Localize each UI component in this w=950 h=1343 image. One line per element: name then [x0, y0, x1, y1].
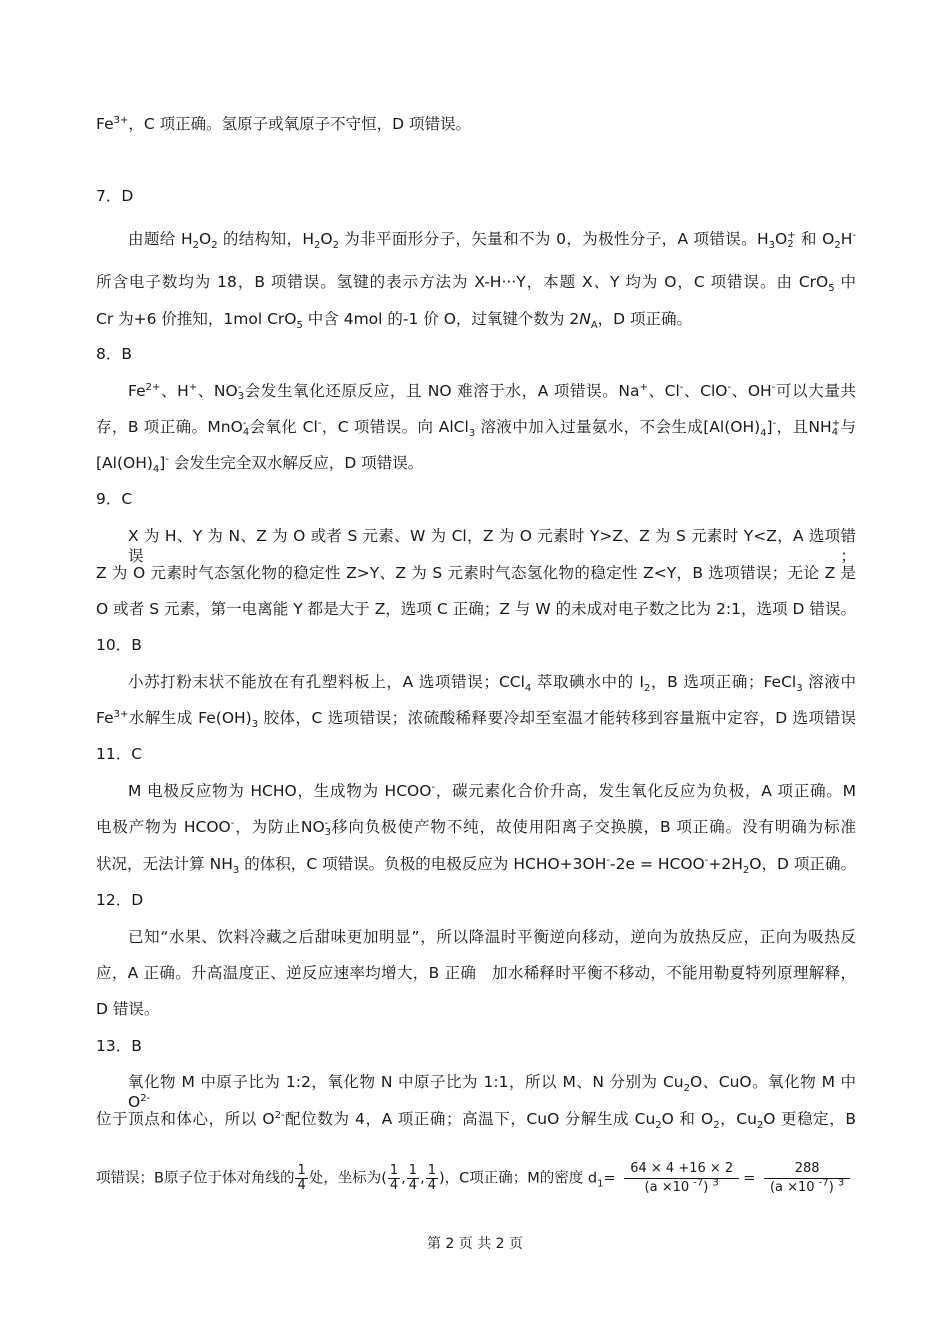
density-fraction-1: $\frac{64 \times 4 +16 \times 2}{(a \times 10 ^{-7}) ^3}$	[624, 1160, 739, 1197]
answer-11: 11．C	[96, 745, 143, 763]
answer-12: 12．D	[96, 891, 144, 909]
explain-8-line3: $[Al(OH)_4]^-$ 会发生完全双水解反应，D 项错误。	[96, 453, 424, 476]
explain-11-line2: 电极产物为 HCOO-，为防止NO - 3 移向负极使产物不纯，故使用阳离子交换膜，B 项正确。没有明确为标准	[96, 817, 856, 838]
answer-9: 9．C	[96, 490, 133, 508]
page-footer: 第 2 页 共 2 页	[426, 1236, 524, 1252]
explain-8-line2: 存，B 项正确。MnO - 4 会氧化 Cl-，C 项错误。向 AlCl$_3$ 溶液中加入过量氨水，不会生成$[Al(OH)_4]^-$，且NH + 4 与	[96, 417, 856, 440]
explain-12-line3: D 错误。	[96, 1000, 160, 1018]
explain-11-line3: 状况，无法计算 $NH_3$ 的体积，C 项错误。负极的电极反应为 HCHO+3OH--2e = $HCOO^-+2H_2O$，D 项正确。	[96, 854, 856, 877]
explain-11-line1: M 电极反应物为 HCHO，生成物为 HCOO-，碳元素化合价升高，发生氧化反应为负极，A 项正确。M	[128, 781, 856, 800]
explain-7-line2: 所含电子数均为 18，B 项错误。氢键的表示方法为 X-H···Y，本题 X、Y 均为 O，C 项错误。由 CrO$_5$ 中	[96, 273, 856, 295]
answer-8: 8．B	[96, 345, 132, 363]
explain-9-line3: O 或者 S 元素，第一电离能 Y 都是大于 Z，选项 C 正确；Z 与 W 的未成对电子数之比为 2:1，选项 D 错误。	[96, 600, 856, 618]
explain-7-line3: Cr 为+6 价推知，1mol CrO$_5$ 中含 4mol 的-1 价 O，过氧键个数为 $2N_A$，D 项正确。	[96, 310, 693, 332]
explain-8-line1: $Fe^{2+}$、H+、NO - 3 会发生氧化还原反应，且 NO 难溶于水，A 项错误。Na+、Cl-、ClO-、OH-可以大量共	[128, 381, 856, 402]
explain-13-line3: 项错误；B原子位于体对角线的 $\frac{1}{4}$ 处，坐标为( $\frac{1}{4}$ , $\frac{1}{4}$ , $\frac{1}{4}$ )，C项正确；M的密度 $d_1=$ $\frac{64 \times 4 +16 \times 2}{(a \times 10 ^{-7}) ^3}$ = $\frac{288}{(a \times 10 ^{-7}) ^3}$	[96, 1160, 854, 1197]
explain-10-line2: $Fe^{3+}$水解生成 $Fe(OH)_3$ 胶体，C 选项错误；浓硫酸稀释要冷却至室温才能转移到容量瓶中定容，D 选项错误	[96, 708, 856, 731]
answer-10: 10．B	[96, 636, 142, 654]
explain-10-line1: 小苏打粉末状不能放在有孔塑料板上，A 选项错误；CCl$_4$ 萃取碘水中的 $I_2$，B 选项正确；FeCl$_3$ 溶液中	[128, 673, 856, 695]
explain-12-line2: 应，A 正确。升高温度正、逆反应速率均增大，B 正确 加水稀释时平衡不移动，不能用勒夏特列原理解释，	[96, 964, 856, 982]
explain-13-line1: 氧化物 M 中原子比为 1:2，氧化物 N 中原子比为 1:1，所以 M、N 分别为 $Cu_2O$、CuO。氧化物 M 中 $O^{2-}$	[128, 1073, 856, 1111]
explain-13-line2: 位于顶点和体心，所以 $O^{2-}$配位数为 4，A 项正确；高温下，CuO 分解生成 $Cu_2O$ 和 $O_2$，$Cu_2O$ 更稳定，B	[96, 1109, 856, 1132]
paragraph-p0: $Fe^{3+}$，C 项正确。氢原子或氧原子不守恒，D 项错误。	[96, 114, 471, 133]
explain-9-line1: X 为 H、Y 为 N、Z 为 O 或者 S 元素、W 为 Cl，Z 为 O 元素时 Y>Z、Z 为 S 元素时 Y<Z，A 选项错误；	[128, 527, 856, 565]
explain-7-line1: 由题给 $H_2O_2$ 的结构知，$H_2O_2$ 为非平面形分子，矢量和不为 0，为极性分子，A 项错误。$H_3O$ + 2 和 $O_2H^-$	[128, 229, 856, 252]
answer-7: 7．D	[96, 187, 134, 205]
explain-12-line1: 已知“水果、饮料冷藏之后甜味更加明显”，所以降温时平衡逆向移动，逆向为放热反应，正向为吸热反	[128, 928, 856, 946]
density-fraction-2: $\frac{288}{(a \times 10 ^{-7}) ^3}$	[764, 1160, 850, 1197]
explain-9-line2: Z 为 O 元素时气态氢化物的稳定性 Z>Y、Z 为 S 元素时气态氢化物的稳定性 Z<Y，B 选项错误；无论 Z 是	[96, 564, 856, 582]
answer-13: 13．B	[96, 1037, 142, 1055]
